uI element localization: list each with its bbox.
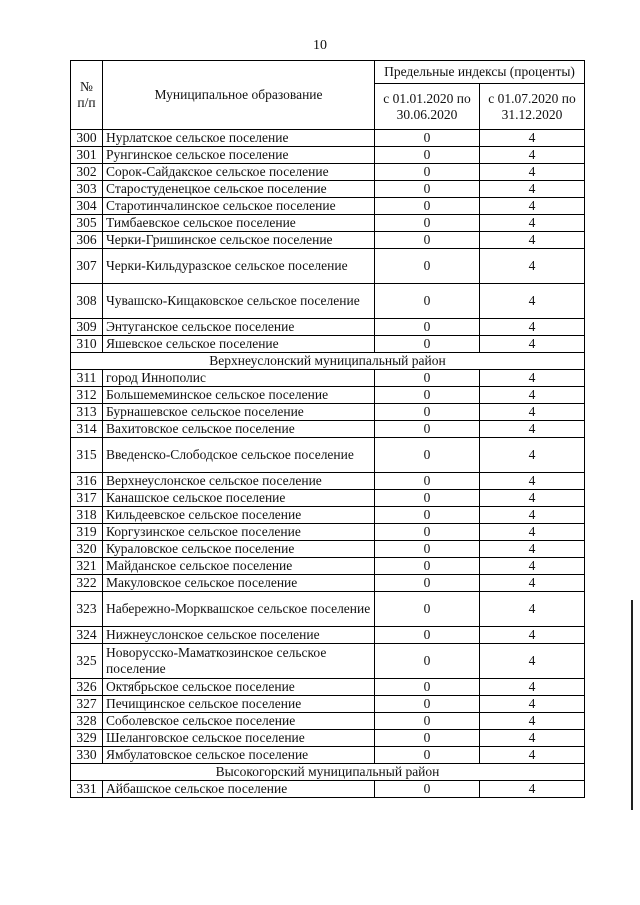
municipality-name: Ямбулатовское сельское поселение	[103, 747, 375, 764]
municipality-name: Шеланговское сельское поселение	[103, 730, 375, 747]
table-row	[71, 781, 585, 798]
index-period-2: 4	[480, 730, 585, 747]
index-period-1: 0	[375, 627, 480, 644]
table-row	[71, 541, 585, 558]
index-period-1: 0	[375, 473, 480, 490]
index-period-2: 4	[480, 232, 585, 249]
row-number: 330	[71, 747, 103, 764]
municipality-name: Коргузинское сельское поселение	[103, 524, 375, 541]
row-number: 323	[71, 592, 103, 627]
municipality-name: Старотинчалинское сельское поселение	[103, 198, 375, 215]
header-period-2: с 01.07.2020 по 31.12.2020	[480, 84, 585, 130]
index-period-2: 4	[480, 473, 585, 490]
municipality-name: Кураловское сельское поселение	[103, 541, 375, 558]
index-period-2: 4	[480, 421, 585, 438]
table-row	[71, 730, 585, 747]
row-number: 308	[71, 284, 103, 319]
municipality-name: Черки-Кильдуразское сельское поселение	[103, 249, 375, 284]
index-period-1: 0	[375, 215, 480, 232]
municipality-name: Майданское сельское поселение	[103, 558, 375, 575]
index-period-1: 0	[375, 696, 480, 713]
row-number: 305	[71, 215, 103, 232]
index-period-2: 4	[480, 507, 585, 524]
row-number: 327	[71, 696, 103, 713]
index-period-1: 0	[375, 592, 480, 627]
index-period-2: 4	[480, 164, 585, 181]
municipality-name: Печищинское сельское поселение	[103, 696, 375, 713]
table-row	[71, 679, 585, 696]
header-number: № п/п	[71, 61, 103, 130]
row-number: 311	[71, 370, 103, 387]
row-number: 317	[71, 490, 103, 507]
index-period-2: 4	[480, 215, 585, 232]
table-row	[71, 592, 585, 627]
index-period-1: 0	[375, 336, 480, 353]
district-header-row	[71, 353, 585, 370]
table-row	[71, 747, 585, 764]
index-period-1: 0	[375, 781, 480, 798]
index-period-2: 4	[480, 592, 585, 627]
row-number: 316	[71, 473, 103, 490]
index-period-2: 4	[480, 198, 585, 215]
index-period-1: 0	[375, 644, 480, 679]
row-number: 307	[71, 249, 103, 284]
municipality-name: Нижнеуслонское сельское поселение	[103, 627, 375, 644]
table-row	[71, 438, 585, 473]
table-row	[71, 198, 585, 215]
index-period-2: 4	[480, 181, 585, 198]
index-period-1: 0	[375, 232, 480, 249]
index-period-2: 4	[480, 130, 585, 147]
index-period-1: 0	[375, 164, 480, 181]
municipality-name: Тимбаевское сельское поселение	[103, 215, 375, 232]
table-row	[71, 215, 585, 232]
municipality-name: город Иннополис	[103, 370, 375, 387]
table-row	[71, 421, 585, 438]
index-period-2: 4	[480, 387, 585, 404]
index-period-2: 4	[480, 524, 585, 541]
index-period-1: 0	[375, 181, 480, 198]
index-period-1: 0	[375, 387, 480, 404]
row-number: 303	[71, 181, 103, 198]
index-period-1: 0	[375, 404, 480, 421]
table-row	[71, 336, 585, 353]
page-number: 10	[313, 38, 327, 53]
index-period-2: 4	[480, 490, 585, 507]
table-row	[71, 644, 585, 679]
municipality-name: Энтуганское сельское поселение	[103, 319, 375, 336]
header-period-1: с 01.01.2020 по 30.06.2020	[375, 84, 480, 130]
index-period-1: 0	[375, 507, 480, 524]
table-row	[71, 147, 585, 164]
table-row	[71, 249, 585, 284]
municipality-name: Чувашско-Кищаковское сельское поселение	[103, 284, 375, 319]
table-row	[71, 524, 585, 541]
index-period-2: 4	[480, 644, 585, 679]
header-limit-indices: Предельные индексы (проценты)	[375, 61, 585, 84]
table-row	[71, 507, 585, 524]
row-number: 320	[71, 541, 103, 558]
index-period-2: 4	[480, 319, 585, 336]
municipality-name: Верхнеуслонское сельское поселение	[103, 473, 375, 490]
index-period-2: 4	[480, 147, 585, 164]
index-period-2: 4	[480, 438, 585, 473]
index-period-2: 4	[480, 747, 585, 764]
row-number: 301	[71, 147, 103, 164]
municipality-name: Нурлатское сельское поселение	[103, 130, 375, 147]
table-row	[71, 490, 585, 507]
index-period-2: 4	[480, 284, 585, 319]
tariff-index-table	[70, 60, 585, 798]
index-period-1: 0	[375, 438, 480, 473]
index-period-1: 0	[375, 575, 480, 592]
index-period-2: 4	[480, 781, 585, 798]
row-number: 319	[71, 524, 103, 541]
row-number: 315	[71, 438, 103, 473]
municipality-name: Соболевское сельское поселение	[103, 713, 375, 730]
index-period-2: 4	[480, 370, 585, 387]
district-name: Высокогорский муниципальный район	[71, 764, 585, 781]
table-row	[71, 696, 585, 713]
municipality-name: Новорусско-Маматкозинское сельское поселение	[103, 644, 375, 679]
table-row	[71, 319, 585, 336]
table-row	[71, 713, 585, 730]
row-number: 318	[71, 507, 103, 524]
index-period-2: 4	[480, 696, 585, 713]
row-number: 302	[71, 164, 103, 181]
index-period-1: 0	[375, 130, 480, 147]
index-period-1: 0	[375, 730, 480, 747]
index-period-1: 0	[375, 747, 480, 764]
table-row	[71, 181, 585, 198]
row-number: 328	[71, 713, 103, 730]
index-period-2: 4	[480, 627, 585, 644]
municipality-name: Яшевское сельское поселение	[103, 336, 375, 353]
municipality-name: Рунгинское сельское поселение	[103, 147, 375, 164]
index-period-2: 4	[480, 249, 585, 284]
municipality-name: Кильдеевское сельское поселение	[103, 507, 375, 524]
municipality-name: Вахитовское сельское поселение	[103, 421, 375, 438]
municipality-name: Черки-Гришинское сельское поселение	[103, 232, 375, 249]
table-row	[71, 370, 585, 387]
table-row	[71, 404, 585, 421]
header-municipality: Муниципальное образование	[103, 61, 375, 130]
index-period-2: 4	[480, 404, 585, 421]
index-period-1: 0	[375, 319, 480, 336]
municipality-name: Введенско-Слободское сельское поселение	[103, 438, 375, 473]
index-period-2: 4	[480, 713, 585, 730]
index-period-1: 0	[375, 558, 480, 575]
row-number: 314	[71, 421, 103, 438]
table-row	[71, 627, 585, 644]
index-period-1: 0	[375, 421, 480, 438]
row-number: 325	[71, 644, 103, 679]
row-number: 306	[71, 232, 103, 249]
row-number: 309	[71, 319, 103, 336]
index-period-1: 0	[375, 524, 480, 541]
index-period-1: 0	[375, 147, 480, 164]
index-period-2: 4	[480, 336, 585, 353]
table-row	[71, 130, 585, 147]
municipality-name: Старостуденецкое сельское поселение	[103, 181, 375, 198]
table-row	[71, 284, 585, 319]
row-number: 322	[71, 575, 103, 592]
municipality-name: Октябрьское сельское поселение	[103, 679, 375, 696]
row-number: 326	[71, 679, 103, 696]
index-period-2: 4	[480, 575, 585, 592]
index-period-2: 4	[480, 679, 585, 696]
row-number: 304	[71, 198, 103, 215]
table-row	[71, 232, 585, 249]
table-header	[71, 61, 585, 130]
table-body	[71, 130, 585, 798]
index-period-1: 0	[375, 198, 480, 215]
table-row	[71, 558, 585, 575]
index-period-1: 0	[375, 370, 480, 387]
row-number: 313	[71, 404, 103, 421]
table-row	[71, 387, 585, 404]
district-header-row	[71, 764, 585, 781]
municipality-name: Сорок-Сайдакское сельское поселение	[103, 164, 375, 181]
municipality-name: Канашское сельское поселение	[103, 490, 375, 507]
row-number: 324	[71, 627, 103, 644]
municipality-name: Большемеминское сельское поселение	[103, 387, 375, 404]
row-number: 312	[71, 387, 103, 404]
row-number: 310	[71, 336, 103, 353]
index-period-1: 0	[375, 713, 480, 730]
index-period-2: 4	[480, 541, 585, 558]
table-row	[71, 575, 585, 592]
municipality-name: Макуловское сельское поселение	[103, 575, 375, 592]
row-number: 300	[71, 130, 103, 147]
index-period-1: 0	[375, 490, 480, 507]
table-row	[71, 164, 585, 181]
index-period-1: 0	[375, 284, 480, 319]
table-row	[71, 473, 585, 490]
district-name: Верхнеуслонский муниципальный район	[71, 353, 585, 370]
index-period-2: 4	[480, 558, 585, 575]
index-period-1: 0	[375, 679, 480, 696]
row-number: 329	[71, 730, 103, 747]
scan-edge-line	[631, 600, 633, 810]
index-period-1: 0	[375, 249, 480, 284]
row-number: 321	[71, 558, 103, 575]
municipality-name: Айбашское сельское поселение	[103, 781, 375, 798]
municipality-name: Набережно-Морквашское сельское поселение	[103, 592, 375, 627]
municipality-name: Бурнашевское сельское поселение	[103, 404, 375, 421]
row-number: 331	[71, 781, 103, 798]
index-period-1: 0	[375, 541, 480, 558]
